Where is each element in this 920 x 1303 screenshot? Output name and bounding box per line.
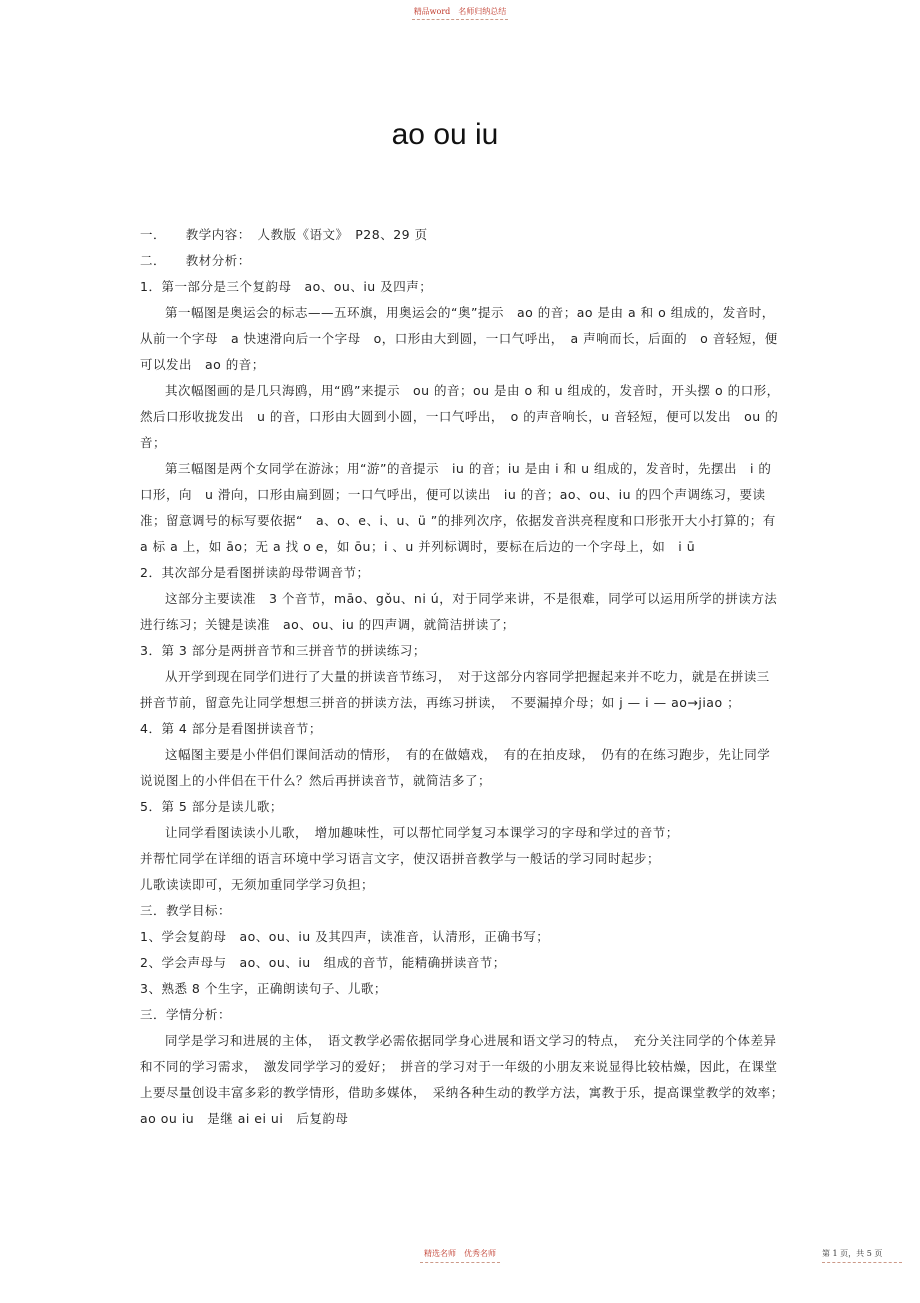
paragraph-l19: 2、学会声母与 ao、ou、iu 组成的音节，能精确拼读音节； bbox=[140, 955, 506, 970]
paragraph-l15: 并帮忙同学在详细的语言环境中学习语言文字，使汉语拼音教学与一般话的学习同时起步； bbox=[140, 851, 661, 866]
paragraph-l21: 三．学情分析： bbox=[140, 1007, 232, 1022]
paragraph-l18: 1、学会复韵母 ao、ou、iu 及其四声，读准音，认清形，正确书写； bbox=[140, 929, 550, 944]
paragraph-l01: 一． 教学内容： 人教版《语文》 P28、29 页 bbox=[140, 227, 428, 242]
paragraph-l10: 从开学到现在同学们进行了大量的拼读音节练习， 对于这部分内容同学把握起来并不吃力，就是在拼读三拼音节前，留意先让同学想想三拼音的拼读方法，再练习拼读， 不要漏掉介母；如 j — i — ao→jiao ； bbox=[140, 669, 770, 710]
paragraph-l05: 其次幅图画的是几只海鸥，用“鸥”来提示 ou 的音；ou 是由 o 和 u 组成的，发音时，开头摆 o 的口形，然后口形收拢发出 u 的音，口形由大圆到小圆，一口气呼出， o 的声音响长，u 音轻短，便可以发出 ou 的音； bbox=[140, 383, 780, 450]
paragraph-l12: 这幅图主要是小伴侣们课间活动的情形， 有的在做嬉戏， 有的在拍皮球， 仍有的在练习跑步，先让同学说说图上的小伴侣在干什么？然后再拼读音节，就简洁多了； bbox=[140, 747, 771, 788]
document-title: ao ou iu bbox=[391, 118, 499, 151]
paragraph-l16: 儿歌读读即可，无须加重同学学习负担； bbox=[140, 877, 375, 892]
paragraph-l14: 让同学看图读读小儿歌， 增加趣味性，可以帮忙同学复习本课学习的字母和学过的音节； bbox=[165, 825, 679, 840]
paragraph-l03: 1．第一部分是三个复韵母 ao、ou、iu 及四声； bbox=[140, 279, 433, 294]
paragraph-l17: 三．教学目标： bbox=[140, 903, 232, 918]
page-number-divider bbox=[822, 1262, 902, 1263]
header-divider bbox=[412, 19, 508, 20]
paragraph-l07: 2．其次部分是看图拼读韵母带调音节； bbox=[140, 565, 370, 580]
paragraph-l09: 3．第 3 部分是两拼音节和三拼音节的拼读练习； bbox=[140, 643, 426, 658]
footer-divider bbox=[420, 1262, 500, 1263]
page-number: 第 1 页，共 5 页 bbox=[822, 1249, 883, 1258]
page-header: 精品word 名师归纳总结 bbox=[413, 7, 507, 16]
paragraph-l08: 这部分主要读准 3 个音节，māo、gǒu、ni ú，对于同学来讲，不是很难，同学可以运用所学的拼读方法进行练习；关键是读准 ao、ou、iu 的四声调，就简洁拼读了； bbox=[140, 591, 778, 632]
page-footer: 精选名师 优秀名师 bbox=[424, 1249, 496, 1258]
paragraph-l20: 3、熟悉 8 个生字，正确朗读句子、儿歌； bbox=[140, 981, 387, 996]
paragraph-l06: 第三幅图是两个女同学在游泳；用“游”的音提示 iu 的音；iu 是由 i 和 u 组成的，发音时，先摆出 i 的口形，向 u 滑向，口形由扁到圆；一口气呼出，便可以读出 iu 的音；ao、ou、iu 的四个声调练习，要读准；留意调号的标写要依据“ a、o、e、i、u、ü ”的排列次序，依据发音洪亮程度和口形张开大小打算的；有 a 标 a 上，如 āo；无 a 找 o e，如 ōu；i 、u 并列标调时，要标在后边的一个字母上，如 i ū bbox=[140, 461, 789, 554]
paragraph-l11: 4．第 4 部分是看图拼读音节； bbox=[140, 721, 322, 736]
document-body bbox=[140, 222, 791, 1132]
paragraph-l04: 第一幅图是奥运会的标志——五环旗，用奥运会的“奥”提示 ao 的音；ao 是由 a 和 o 组成的，发音时，从前一个字母 a 快速滑向后一个字母 o，口形由大到圆，一口气呼出， a 声响而长，后面的 o 音轻短，便可以发出 ao 的音； bbox=[140, 305, 778, 372]
paragraph-l02: 二． 教材分析： bbox=[140, 253, 251, 268]
paragraph-l22: 同学是学习和进展的主体， 语文教学必需依据同学身心进展和语文学习的特点， 充分关注同学的个体差异和不同的学习需求， 激发同学学习的爱好； 拼音的学习对于一年级的小朋友来说显得比较枯燥，因此，在课堂上要尽量创设丰富多彩的教学情形，借助多媒体， 采纳各种生动的教学方法，寓教于乐，提高课堂教学的效率； ao ou iu 是继 ai ei ui 后复韵母 bbox=[140, 1033, 791, 1126]
paragraph-l13: 5．第 5 部分是读儿歌； bbox=[140, 799, 283, 814]
